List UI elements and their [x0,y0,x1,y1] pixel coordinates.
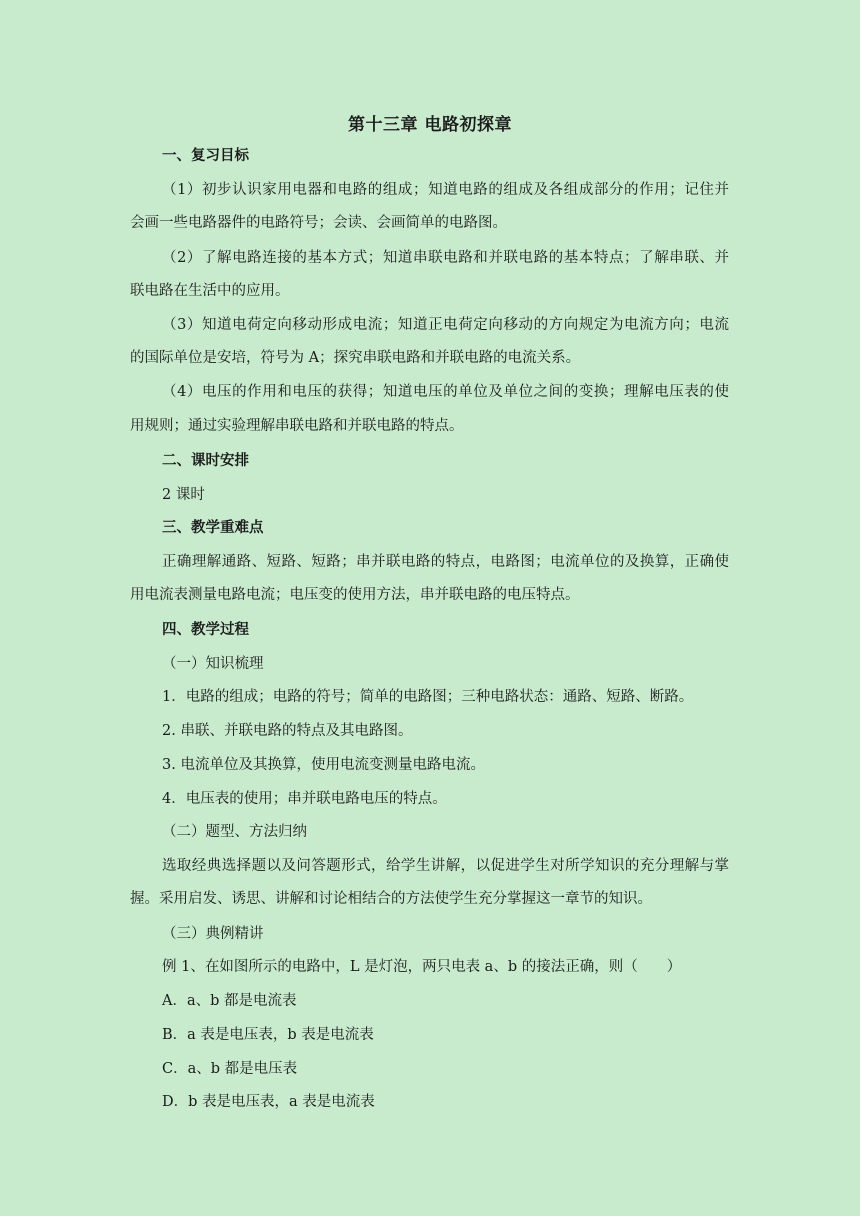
example-1-option-a: A．a、b 都是电流表 [162,993,297,1009]
heading-class-schedule: 二、课时安排 [162,453,249,469]
goal-4-line-1: （4）电压的作用和电压的获得；知道电压的单位及单位之间的变换；理解电压表的使 [162,384,729,400]
methods-line-1: 选取经典选择题以及问答题形式，给学生讲解，以促进学生对所学知识的充分理解与掌 [162,858,729,874]
heading-review-goals: 一、复习目标 [162,148,249,164]
methods-line-2: 握。采用启发、诱思、讲解和讨论相结合的方法使学生充分掌握这一章节的知识。 [130,891,652,907]
goal-2-line-2: 联电路在生活中的应用。 [130,283,290,299]
chapter-title: 第十三章 电路初探章 [348,115,512,135]
key-points-line-2: 用电流表测量电路电流；电压变的使用方法，串并联电路的电压特点。 [130,587,580,603]
knowledge-item-2: 2. 串联、并联电路的特点及其电路图。 [162,723,413,739]
goal-4-line-2: 用规则；通过实验理解串联电路和并联电路的特点。 [130,418,464,434]
goal-3-line-1: （3）知道电荷定向移动形成电流；知道正电荷定向移动的方向规定为电流方向；电流 [162,317,729,333]
example-1-option-c: C．a、b 都是电压表 [162,1061,298,1077]
heading-key-points: 三、教学重难点 [162,520,264,536]
example-1-question: 例 1、在如图所示的电路中，L 是灯泡，两只电表 a、b 的接法正确，则（ ） [162,959,682,975]
goal-3-line-2: 的国际单位是安培，符号为 A；探究串联电路和并联电路的电流关系。 [130,350,581,366]
class-hours: 2 课时 [162,487,205,503]
example-1-option-d: D．b 表是电压表，a 表是电流表 [162,1094,375,1110]
knowledge-item-1: 1．电路的组成；电路的符号；简单的电路图；三种电路状态：通路、短路、断路。 [162,689,694,705]
heading-teaching-process: 四、教学过程 [162,622,249,638]
subheading-methods: （二）题型、方法归纳 [162,824,307,840]
example-1-option-b: B．a 表是电压表，b 表是电流表 [162,1027,374,1043]
subheading-examples: （三）典例精讲 [162,926,264,942]
knowledge-item-4: 4．电压表的使用；串并联电路电压的特点。 [162,791,447,807]
goal-1-line-2: 会画一些电路器件的电路符号；会读、会画简单的电路图。 [130,215,507,231]
key-points-line-1: 正确理解通路、短路、短路；串并联电路的特点，电路图；电流单位的及换算，正确使 [162,554,729,570]
knowledge-item-3: 3. 电流单位及其换算，使用电流变测量电路电流。 [162,757,485,773]
subheading-knowledge: （一）知识梳理 [162,656,264,672]
goal-1-line-1: （1）初步认识家用电器和电路的组成；知道电路的组成及各组成部分的作用；记住并 [162,182,729,198]
goal-2-line-1: （2）了解电路连接的基本方式；知道串联电路和并联电路的基本特点；了解串联、并 [162,250,729,266]
